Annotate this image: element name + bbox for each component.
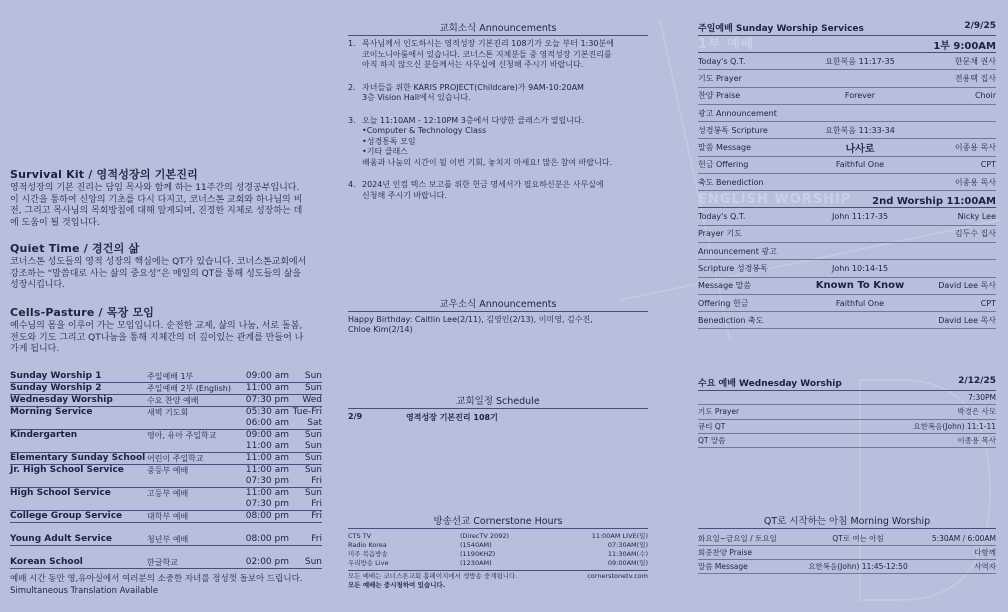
worship-order-row: [698, 174, 996, 191]
schedule-service-name: [10, 476, 147, 487]
worship-item-leader: David Lee 목사: [938, 281, 996, 291]
broadcast-note: [348, 570, 648, 581]
first-worship-header: [698, 36, 996, 53]
schedule-service-name: Jr. High School Service: [10, 465, 124, 475]
worship-item-label: Offering 헌금: [698, 298, 749, 308]
morning-order-row: [698, 546, 996, 560]
schedule-service-name: Kindergarten: [10, 430, 78, 440]
worship-item-leader: 김두수 집사: [954, 229, 996, 239]
schedule-service-name: Wednesday Worship: [10, 395, 113, 405]
broadcast-row: [348, 550, 648, 559]
worship-item-leader: Nicky Lee: [957, 212, 996, 222]
schedule-service-name: College Group Service: [10, 511, 123, 521]
announcement-text: 자녀들을 위한 KARIS PROJECT(Childcare)가 9AM-10:20AM 3층 Vision Hall에서 있습니다.: [362, 82, 584, 102]
schedule-korean-name: 한글학교: [147, 558, 178, 567]
broadcast-note-bold: 모든 예배는 중시청하여 있습니다.: [348, 581, 446, 589]
worship-item-detail: Known To Know: [815, 280, 905, 292]
schedule-note: [10, 573, 320, 597]
second-worship-label: 2nd Worship 11:00AM: [872, 196, 996, 208]
first-worship-ghost-text: 1부 예배: [698, 37, 755, 52]
morning-item-label: 회중찬양 Praise: [698, 548, 753, 557]
worship-item-detail: John 10:14-15: [831, 263, 889, 273]
broadcast-station: 미주 복음방송: [348, 550, 388, 558]
worship-item-leader: CPT: [980, 160, 996, 170]
schedule-service-name: High School Service: [10, 488, 111, 498]
morning-item-label: 화요일~금요일 / 토요일: [698, 534, 777, 543]
morning-order-row: [698, 560, 996, 574]
schedule-korean-name: 주일예배 1부: [147, 372, 194, 381]
schedule-service-name: [10, 441, 147, 452]
broadcast-time: 11:00AM LIVE(일): [591, 532, 648, 540]
schedule-row: [10, 430, 322, 441]
schedule-day: Tue-Fri: [292, 407, 322, 417]
broadcast-title: 방송선교 Cornerstone Hours: [348, 513, 648, 529]
worship-item-leader: CPT: [980, 298, 996, 308]
birthday-text: Happy Birthday: Caitlin Lee(2/11), 김영인(2/13), 이미영, 김수진, Chloe Kim(2/14): [348, 315, 593, 334]
broadcast-channel: (1540AM): [460, 541, 492, 549]
right-panel: [698, 0, 996, 612]
sunday-worship-section: [698, 21, 996, 329]
schedule-day: Fri: [311, 499, 322, 509]
schedule-time: 02:00 pm: [245, 557, 289, 567]
announcement-number: 2.: [348, 82, 356, 92]
schedule-row: [10, 534, 322, 546]
wednesday-worship-date: 2/12/25: [958, 376, 996, 386]
worship-item-leader: Choir: [974, 91, 996, 101]
worship-item-detail: Faithful One: [835, 160, 885, 170]
broadcast-row: [348, 541, 648, 550]
announcement-text: 오늘 11:10AM - 12:10PM 3층에서 다양한 클래스가 열립니다. •Computer & Technology Class •성경통독 모임 •기타 클래스 배움과 나눔의 시간이 될 이번 기회, 놓치지 마세요! 많은 참여 바랍니다.: [362, 115, 613, 167]
first-worship-label: 1부 9:00AM: [933, 41, 996, 52]
worship-item-label: Prayer 기도: [698, 229, 742, 239]
broadcast-list: [348, 532, 648, 568]
survival-kit-title: Survival Kit / 영적성장의 기본진리: [10, 168, 199, 181]
worship-item-detail: Faithful One: [835, 298, 885, 308]
schedule-row: [10, 453, 322, 465]
announcements-title: 교회소식 Announcements: [348, 20, 648, 36]
schedule-time: 06:00 am: [245, 418, 289, 428]
announcement-text: 목사님께서 인도하시는 영적성장 기본진리 108기가 오늘 부터 1:30분에 코이노니아룸에서 있습니다. 코너스톤 지체분들 중 영적성장 기본진리를 아직 하지 않으신 분들께서는 사무실에 신청해 주시기 바랍니다.: [362, 39, 614, 69]
wednesday-item-leader: 이종용 목사: [957, 436, 996, 446]
broadcast-time: 11:30AM(수): [607, 550, 648, 558]
schedule-time: 11:00 am: [245, 465, 289, 475]
worship-order-row: [698, 243, 996, 260]
worship-item-label: 헌금 Offering: [698, 160, 749, 170]
schedule-row: [10, 476, 322, 488]
schedule-time: 07:30 pm: [245, 499, 289, 509]
schedule-row: [10, 488, 322, 499]
schedule-time: 09:00 am: [245, 371, 289, 381]
cells-pasture-section: [10, 304, 310, 356]
quiet-time-title: Quiet Time / 경건의 삶: [10, 242, 140, 255]
wednesday-item-leader: 요한복음(John) 11:1-11: [913, 421, 996, 431]
schedule-row: [10, 418, 322, 430]
worship-item-label: Message 말씀: [698, 281, 752, 291]
morning-item-label: 말씀 Message: [698, 562, 748, 571]
wednesday-order-row: [698, 405, 996, 419]
church-calendar: [348, 393, 648, 423]
worship-order-row: [698, 226, 996, 243]
broadcast-channel: (1230AM): [460, 559, 492, 567]
announcement-item: [348, 39, 648, 71]
broadcast-row: [348, 532, 648, 541]
worship-item-label: Today's Q.T.: [698, 56, 746, 66]
middle-panel: [348, 0, 648, 612]
calendar-title: 교회일정 Schedule: [348, 393, 648, 409]
schedule-korean-name: 중등부 예배: [147, 466, 189, 475]
schedule-time: 11:00 am: [245, 383, 289, 393]
worship-item-detail: 나사로: [845, 144, 875, 156]
worship-item-label: Today's Q.T.: [698, 212, 746, 222]
broadcast-time: 07:30AM(일): [607, 541, 648, 549]
announcement-item: [348, 180, 648, 201]
wednesday-item-label: 큐티 QT: [698, 421, 726, 431]
schedule-service-name: Elementary Sunday School: [10, 453, 146, 463]
worship-item-leader: David Lee 목사: [938, 315, 996, 325]
schedule-day: Sun: [304, 465, 322, 475]
worship-item-label: 광고 Announcement: [698, 108, 777, 118]
schedule-day: Fri: [311, 534, 322, 544]
worship-item-leader: 이종용 목사: [954, 177, 996, 187]
quiet-time-section: [10, 240, 310, 292]
morning-worship-title: QT로 시작하는 아침 Morning Worship: [698, 513, 996, 529]
childcare-note: 예배 시간 동안 영,유아실에서 여러분의 소중한 자녀를 정성껏 돌보아 드립니다.: [10, 574, 303, 584]
schedule-time: 07:30 pm: [245, 476, 289, 486]
worship-order-row: [698, 88, 996, 105]
announcement-number: 4.: [348, 180, 356, 189]
schedule-time: 11:00 am: [245, 453, 289, 463]
schedule-row: [10, 557, 322, 569]
wednesday-order-row: [698, 420, 996, 434]
member-news-title: 교우소식 Announcements: [348, 296, 648, 312]
schedule-korean-name: 대학부 예배: [147, 512, 189, 521]
schedule-time: 09:00 am: [245, 430, 289, 440]
worship-item-label: Announcement 광고: [698, 246, 777, 256]
worship-item-label: 말씀 Message: [698, 143, 752, 153]
schedule-row: [10, 383, 322, 395]
broadcast-section: [348, 513, 648, 590]
wednesday-time-row: [698, 391, 996, 405]
worship-order-row: [698, 157, 996, 174]
announcement-item: [348, 83, 648, 104]
morning-worship-section: [698, 513, 996, 574]
worship-item-label: 축도 Benediction: [698, 177, 764, 187]
schedule-time: 11:00 am: [245, 488, 289, 498]
schedule-service-name: Korean School: [10, 557, 83, 567]
wednesday-item-leader: 박경은 사모: [957, 407, 996, 417]
schedule-time: 07:30 pm: [245, 395, 289, 405]
schedule-korean-name: [147, 418, 243, 429]
schedule-korean-name: [147, 476, 243, 487]
schedule-row: [10, 407, 322, 418]
broadcast-site-link[interactable]: cornerstonetv.com: [587, 572, 648, 580]
calendar-event: 영적성장 기본진리 108기: [406, 413, 498, 422]
schedule-day: Sun: [304, 383, 322, 393]
schedule-row: [10, 441, 322, 453]
schedule-service-name: Morning Service: [10, 407, 93, 417]
schedule-korean-name: 청년부 예배: [147, 535, 189, 544]
quiet-time-body: 코너스톤 성도들의 영적 성장의 핵심에는 QT가 있습니다. 코너스톤교회에서 강조하는 “말씀대로 사는 삶의 중요성”은 매일의 QT를 통해 성도들의 삶을 성장시킵니다.: [10, 257, 307, 290]
schedule-korean-name: 새벽 기도회: [147, 408, 189, 417]
worship-order-row: [698, 312, 996, 329]
worship-order-row: [698, 260, 996, 277]
worship-item-detail: John 11:17-35: [831, 212, 889, 222]
cells-pasture-title: Cells-Pasture / 목장 모임: [10, 306, 155, 319]
worship-order-row: [698, 53, 996, 70]
schedule-korean-name: 어린이 주일학교: [147, 454, 204, 463]
worship-item-detail: 요한복음 11:33-34: [825, 125, 895, 135]
schedule-service-name: Sunday Worship 2: [10, 383, 102, 393]
calendar-list: [348, 412, 648, 423]
schedule-korean-name: [147, 499, 243, 510]
worship-item-leader: 한문채 권사: [954, 56, 996, 66]
church-announcements: [348, 20, 648, 213]
cells-pasture-body: 예수님의 몸을 이루어 가는 모임입니다. 순전한 교제, 삶의 나눔, 서로 돌봄, 전도와 기도 그리고 QT나눔을 통해 지체간의 더 깊이있는 관계를 만들어 나가게 됩니다.: [10, 321, 304, 354]
wednesday-worship-header: [698, 376, 996, 391]
wednesday-item-label: QT 말씀: [698, 436, 726, 446]
calendar-row: [348, 412, 648, 423]
worship-item-detail: 요한복음 11:17-35: [825, 56, 895, 66]
worship-item-detail: Forever: [844, 91, 876, 101]
broadcast-note-text: 모든 예배는 코너스톤교회 홈페이지에서 생방송 중계됩니다.: [348, 572, 518, 580]
left-panel: [10, 0, 330, 612]
translation-note: Simultaneous Translation Available: [10, 586, 159, 596]
schedule-service-name: [10, 499, 147, 510]
wednesday-worship-order: [698, 405, 996, 448]
worship-order-row: [698, 122, 996, 139]
schedule-korean-name: 영아, 유아 주일학교: [147, 431, 217, 440]
schedule-day: Sun: [304, 430, 322, 440]
schedule-day: Fri: [311, 476, 322, 486]
wednesday-order-row: [698, 434, 996, 448]
worship-order-row: [698, 105, 996, 122]
morning-item-detail: QT로 여는 아침: [832, 534, 884, 543]
announcement-number: 3.: [348, 115, 356, 125]
schedule-day: Sun: [304, 371, 322, 381]
worship-item-leader: 전용택 집사: [954, 73, 996, 83]
first-worship-order: [698, 53, 996, 191]
announcement-text: 2024년 인컴 텍스 보고를 위한 헌금 명세서가 필요하신분은 사무실에 신청해 주시기 바랍니다.: [362, 180, 604, 200]
worship-item-label: 찬양 Praise: [698, 91, 741, 101]
schedule-day: Sun: [304, 488, 322, 498]
wednesday-worship-time: 7:30PM: [968, 393, 996, 403]
schedule-row: [10, 395, 322, 407]
worship-item-label: 성경봉독 Scripture: [698, 125, 768, 135]
schedule-row: [10, 465, 322, 476]
schedule-service-name: Young Adult Service: [10, 534, 113, 544]
calendar-date: 2/9: [348, 412, 363, 421]
announcement-number: 1.: [348, 39, 356, 48]
announcement-list: [348, 39, 648, 201]
worship-item-leader: 이종용 목사: [954, 143, 996, 153]
sunday-worship-title: 주일예배 Sunday Worship Services: [698, 24, 864, 34]
broadcast-station: Radio Korea: [348, 541, 387, 549]
broadcast-station: 우리방송 Live: [348, 559, 389, 567]
schedule-row: [10, 511, 322, 523]
schedule-day: Sun: [304, 453, 322, 463]
schedule-service-name: Sunday Worship 1: [10, 371, 102, 381]
broadcast-station: CTS TV: [348, 532, 372, 540]
worship-order-row: [698, 295, 996, 312]
wednesday-worship-title: 수요 예배 Wednesday Worship: [698, 379, 842, 389]
schedule-row: [10, 499, 322, 511]
morning-item-leader: 5:30AM / 6:00AM: [931, 534, 996, 543]
sunday-worship-date: 2/9/25: [964, 21, 996, 31]
schedule-time: 08:00 pm: [245, 534, 289, 544]
schedule-time: 08:00 pm: [245, 511, 289, 521]
service-schedule: [10, 371, 322, 569]
worship-order-row: [698, 208, 996, 225]
announcement-item: [348, 116, 648, 169]
schedule-korean-name: [147, 441, 243, 452]
schedule-day: Sun: [304, 441, 322, 451]
schedule-korean-name: 수요 찬양 예배: [147, 396, 199, 405]
survival-kit-body: 영적성장의 기본 진리는 담임 목사와 함께 하는 11주간의 성경공부입니다. 이 시간을 통하여 신앙의 기초를 다시 다지고, 코너스톤 교회와 하나님의 비전, 그리고 목사님의 목회방침에 대해 알게되며, 진정한 지체로 성장하는 데에 도움이 될 것입니다.: [10, 183, 303, 228]
schedule-korean-name: 주일예배 2부 (English): [147, 384, 231, 393]
morning-item-leader: 다함께: [974, 548, 996, 557]
wednesday-worship-section: [698, 376, 996, 448]
morning-worship-order: [698, 532, 996, 574]
second-worship-order: [698, 208, 996, 329]
morning-order-row: [698, 532, 996, 546]
schedule-day: Wed: [302, 395, 322, 405]
broadcast-channel: (DirecTV 2092): [460, 532, 510, 540]
survival-kit-section: [10, 166, 310, 229]
morning-item-detail: 요한복음(John) 11:45-12:50: [808, 562, 908, 571]
second-worship-header: [698, 191, 996, 208]
schedule-row: [10, 371, 322, 383]
broadcast-channel: (1190KHZ): [460, 550, 496, 558]
schedule-day: Sat: [307, 418, 322, 428]
schedule-day: Fri: [311, 511, 322, 521]
worship-order-row: [698, 278, 996, 295]
worship-item-label: 기도 Prayer: [698, 73, 742, 83]
worship-item-label: Benediction 축도: [698, 315, 764, 325]
broadcast-row: [348, 559, 648, 568]
worship-order-row: [698, 139, 996, 156]
schedule-time: 11:00 am: [245, 441, 289, 451]
worship-item-label: Scripture 성경봉독: [698, 263, 768, 273]
morning-item-leader: 사역자: [974, 562, 996, 571]
broadcast-time: 09:00AM(일): [607, 559, 648, 567]
schedule-korean-name: 고등부 예배: [147, 489, 189, 498]
schedule-day: Sun: [304, 557, 322, 567]
wednesday-item-label: 기도 Prayer: [698, 407, 740, 417]
schedule-time: 05:30 am: [245, 407, 289, 417]
worship-order-row: [698, 70, 996, 87]
second-worship-ghost-text: ENGLISH WORSHIP: [698, 192, 852, 208]
schedule-service-name: [10, 418, 147, 429]
member-news: [348, 296, 648, 335]
